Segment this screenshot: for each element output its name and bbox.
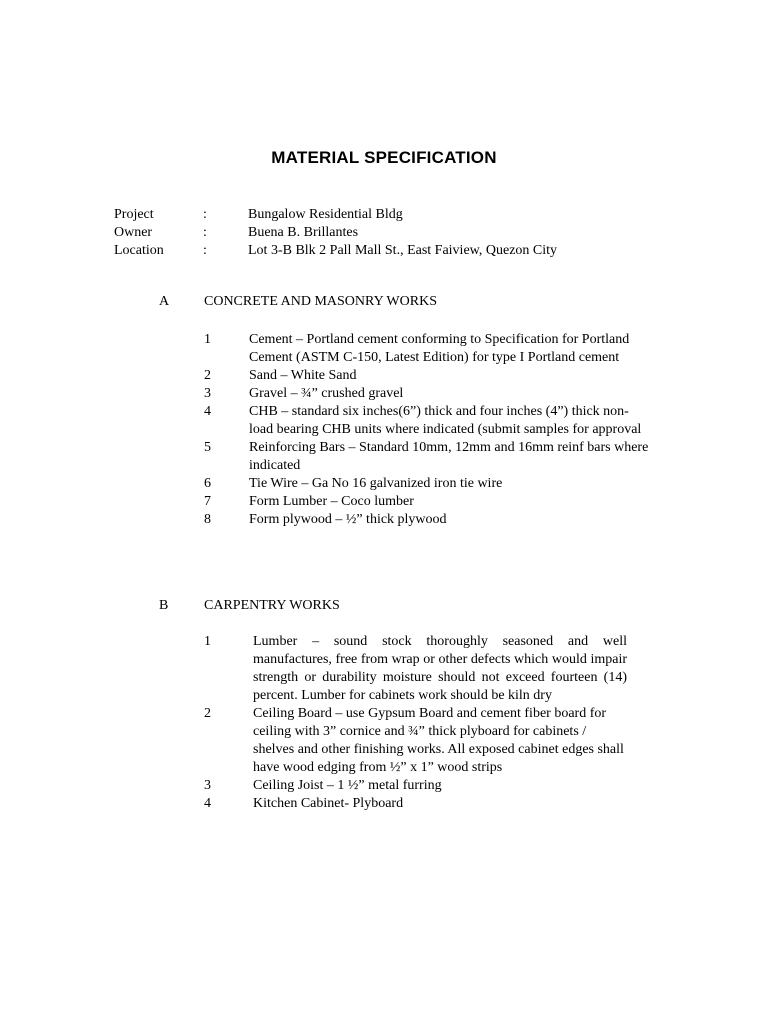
item-text: Form plywood – ½” thick plywood (249, 512, 447, 527)
info-label: Owner (114, 225, 153, 240)
item-number: 4 (204, 796, 211, 811)
item-text: Kitchen Cabinet- Plyboard (253, 796, 404, 811)
list-item (0, 633, 627, 705)
list-item (0, 777, 627, 795)
item-number: 2 (204, 706, 211, 721)
section-items-concrete (0, 331, 649, 529)
item-text: Form Lumber – Coco lumber (249, 494, 414, 509)
list-item (0, 475, 649, 493)
info-colon: : (203, 207, 207, 222)
item-text: CHB – standard six inches(6”) thick and four inches (4”) thick non-load bearing CHB units where indicated (submit samples for approval (249, 404, 642, 437)
item-text: Cement – Portland cement conforming to Specification for Portland Cement (ASTM C-150, Latest Edition) for type I Portland cement (249, 332, 630, 365)
item-text: Lumber – sound stock thoroughly seasoned and well manufactures, free from wrap or other defects which would impair strength or durability moisture should not exceed fourteen (14) percent. Lumber for cabinets work should be kiln dry (253, 634, 627, 703)
item-number: 8 (204, 512, 211, 527)
item-text: Tie Wire – Ga No 16 galvanized iron tie wire (249, 476, 503, 491)
list-item (0, 795, 627, 813)
info-label: Location (114, 243, 164, 258)
info-value: Bungalow Residential Bldg (248, 207, 403, 222)
section-letter: B (159, 598, 169, 613)
section-items-carpentry (0, 633, 627, 813)
section-title: CARPENTRY WORKS (204, 598, 340, 613)
item-text: Sand – White Sand (249, 368, 357, 383)
info-colon: : (203, 243, 207, 258)
item-number: 1 (204, 634, 211, 649)
info-value: Lot 3-B Blk 2 Pall Mall St., East Faiview, Quezon City (248, 243, 558, 258)
list-item (0, 367, 649, 385)
section-letter: A (159, 294, 170, 309)
list-item (0, 493, 649, 511)
item-number: 5 (204, 440, 211, 455)
list-item (0, 385, 649, 403)
list-item (0, 439, 649, 475)
item-number: 3 (204, 778, 211, 793)
info-label: Project (114, 207, 154, 222)
item-number: 7 (204, 494, 211, 509)
item-text: Reinforcing Bars – Standard 10mm, 12mm and 16mm reinf bars where indicated (249, 440, 649, 473)
item-text: Ceiling Board – use Gypsum Board and cement fiber board for ceiling with 3” cornice and ¾” thick plyboard for cabinets / shelves and other finishing works. All exposed cabinet edges shall have wood edging from ½” x 1” wood strips (253, 706, 624, 775)
section-title: CONCRETE AND MASONRY WORKS (204, 294, 437, 309)
list-item (0, 705, 627, 777)
item-text: Gravel – ¾” crushed gravel (249, 386, 404, 401)
document-title: MATERIAL SPECIFICATION (271, 148, 497, 167)
item-number: 6 (204, 476, 211, 491)
info-colon: : (203, 225, 207, 240)
item-number: 3 (204, 386, 211, 401)
list-item (0, 511, 649, 529)
info-value: Buena B. Brillantes (248, 225, 359, 240)
item-number: 2 (204, 368, 211, 383)
list-item (0, 331, 649, 367)
item-number: 4 (204, 404, 211, 419)
list-item (0, 403, 649, 439)
item-number: 1 (204, 332, 211, 347)
item-text: Ceiling Joist – 1 ½” metal furring (253, 778, 442, 793)
